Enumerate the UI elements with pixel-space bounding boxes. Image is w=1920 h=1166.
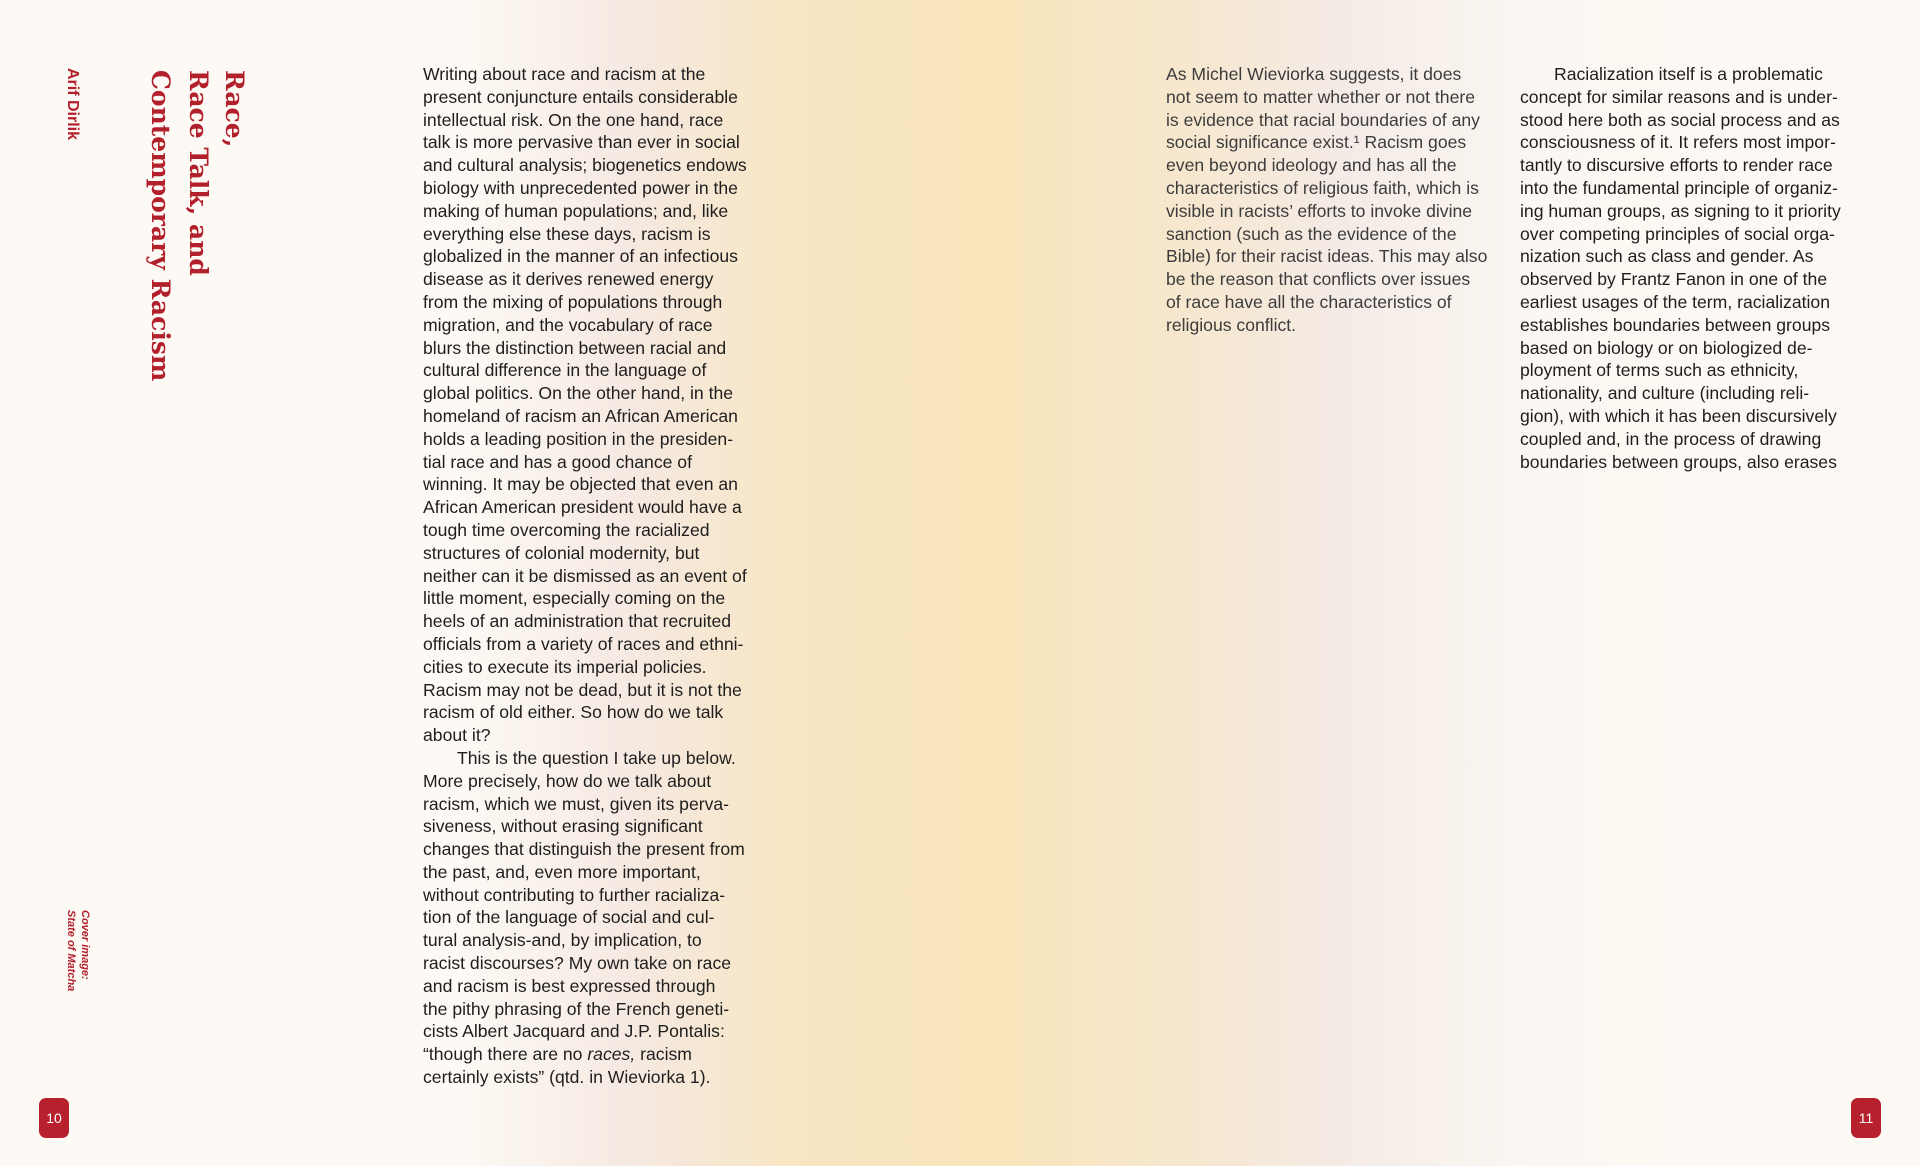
right-col-1-line: not seem to matter whether or not there <box>1166 86 1476 107</box>
paragraph-1-line: biology with unprecedented power in the <box>423 177 738 198</box>
paragraph-2-line: the pithy phrasing of the French geneti- <box>423 998 730 1019</box>
right-col-2-line: stood here both as social process and as <box>1520 109 1840 130</box>
paragraph-2-line: More precisely, how do we talk about <box>423 770 712 791</box>
paragraph-2-line: changes that distinguish the present from <box>423 839 745 860</box>
paragraph-1-line: African American president would have a <box>423 497 742 518</box>
right-col-2-line: observed by Frantz Fanon in one of the <box>1520 269 1828 290</box>
author-name: Arif Dirlik <box>64 68 81 141</box>
paragraph-2-line: the past, and, even more important, <box>423 861 701 882</box>
right-col-2-line: establishes boundaries between groups <box>1520 314 1831 335</box>
paragraph-2-line: cists Albert Jacquard and J.P. Pontalis: <box>423 1021 725 1042</box>
right-col-1-line: be the reason that conflicts over issues <box>1166 269 1471 290</box>
right-column-2-paragraph <box>1520 63 1880 473</box>
title-block <box>0 0 260 1166</box>
right-col-2-line: ployment of terms such as ethnicity, <box>1520 360 1799 381</box>
paragraph-2-line: racism, which we must, given its perva- <box>423 793 730 814</box>
right-col-1-line: religious conflict. <box>1166 314 1297 335</box>
paragraph-1-line: tough time overcoming the racialized <box>423 519 710 540</box>
cover-credit-title: State of Matcha <box>65 910 77 992</box>
paragraph-1-line: neither can it be dismissed as an event of <box>423 565 747 586</box>
paragraph-1-line: intellectual risk. On the one hand, race <box>423 109 724 130</box>
right-column-2 <box>1520 63 1880 473</box>
page-number-left: 10 <box>39 1098 69 1138</box>
paragraph-1-line: structures of colonial modernity, but <box>423 542 700 563</box>
title-line-3: Contemporary Racism <box>146 70 175 382</box>
paragraph-1-line: and cultural analysis; biogenetics endows <box>423 155 747 176</box>
right-col-1-line: is evidence that racial boundaries of any <box>1166 109 1480 130</box>
right-col-1-line: sanction (such as the evidence of the <box>1166 223 1457 244</box>
right-col-1-line: As Michel Wieviorka suggests, it does <box>1166 64 1462 84</box>
right-col-1-line: even beyond ideology and has all the <box>1166 155 1457 176</box>
paragraph-1-line: making of human populations; and, like <box>423 200 729 221</box>
right-col-2-line: consciousness of it. It refers most impor- <box>1520 132 1836 153</box>
paragraph-1-line: tial race and has a good chance of <box>423 451 692 472</box>
paragraph-2-line: tural analysis-and, by implication, to <box>423 930 702 951</box>
paragraph-1-line: about it? <box>423 725 491 746</box>
right-col-2-line: nationality, and culture (including reli- <box>1520 383 1810 404</box>
paragraph-1-line: little moment, especially coming on the <box>423 588 726 609</box>
quote-line <box>423 1043 783 1066</box>
paragraph-1-line: globalized in the manner of an infectious <box>423 246 738 267</box>
title-line-2: Race Talk, and <box>184 70 213 276</box>
right-col-2-line: Racialization itself is a problematic <box>1554 64 1823 84</box>
right-col-2-line: coupled and, in the process of drawing <box>1520 428 1822 449</box>
paragraph-2-line: racist discourses? My own take on race <box>423 953 732 974</box>
paragraph-1-line: from the mixing of populations through <box>423 291 723 312</box>
paragraph-2-line: siveness, without erasing significant <box>423 816 703 837</box>
cover-credit <box>64 910 92 991</box>
paragraph-1-line: blurs the distinction between racial and <box>423 337 727 358</box>
paragraph-2-line: This is the question I take up below. <box>457 747 736 768</box>
paragraph-2-line: tion of the language of social and cul- <box>423 907 715 928</box>
paragraph-2 <box>423 747 783 1043</box>
right-col-2-line: over competing principles of social orga- <box>1520 223 1835 244</box>
paragraph-1-line: homeland of racism an African American <box>423 405 738 426</box>
paragraph-1-line: Writing about race and racism at the <box>423 64 706 84</box>
right-col-1-line: of race have all the characteristics of <box>1166 291 1452 312</box>
right-col-2-line: boundaries between groups, also erases <box>1520 451 1837 472</box>
right-col-1-line: social significance exist.¹ Racism goes <box>1166 132 1467 153</box>
right-col-2-line: tantly to discursive efforts to render race <box>1520 155 1833 176</box>
paragraph-1-line: officials from a variety of races and ethni- <box>423 633 744 654</box>
paragraph-1-line: winning. It may be objected that even an <box>423 474 738 495</box>
paragraph-1-line: migration, and the vocabulary of race <box>423 314 713 335</box>
paragraph-2-line: and racism is best expressed through <box>423 975 716 996</box>
paragraph-1-line: holds a leading position in the presiden- <box>423 428 734 449</box>
page-number-right: 11 <box>1851 1098 1881 1138</box>
paragraph-1-line: cities to execute its imperial policies. <box>423 656 707 677</box>
title-line-1: Race, <box>220 70 249 148</box>
right-col-2-line: based on biology or on biologized de- <box>1520 337 1813 358</box>
cover-credit-label: Cover image: <box>79 910 91 980</box>
right-col-2-line: earliest usages of the term, racialization <box>1520 291 1830 312</box>
quote-italic: races, <box>587 1044 636 1065</box>
paragraph-1-line: cultural difference in the language of <box>423 360 707 381</box>
quote-prefix: “though there are no <box>423 1044 588 1065</box>
right-col-2-line: into the fundamental principle of organiz- <box>1520 177 1838 198</box>
right-column-1-paragraph <box>1166 63 1516 337</box>
paragraph-1-line: disease as it derives renewed energy <box>423 269 714 290</box>
paragraph-2-line: without contributing to further racializa- <box>423 884 726 905</box>
right-col-2-line: ing human groups, as signing to it priority <box>1520 200 1841 221</box>
paragraph-1 <box>423 63 783 747</box>
right-col-2-line: concept for similar reasons and is under- <box>1520 86 1838 107</box>
right-col-1-line: characteristics of religious faith, which is <box>1166 177 1479 198</box>
paragraph-1-line: racism of old either. So how do we talk <box>423 702 724 723</box>
right-column-1 <box>1166 63 1516 337</box>
final-line: certainly exists” (qtd. in Wieviorka 1). <box>423 1067 711 1088</box>
paragraph-1-line: talk is more pervasive than ever in social <box>423 132 740 153</box>
paragraph-1-line: Racism may not be dead, but it is not the <box>423 679 742 700</box>
left-text-column <box>423 63 783 1089</box>
paragraph-1-line: heels of an administration that recruited <box>423 611 732 632</box>
paragraph-1-line: everything else these days, racism is <box>423 223 711 244</box>
right-col-2-line: nization such as class and gender. As <box>1520 246 1814 267</box>
right-col-1-line: visible in racists’ efforts to invoke divine <box>1166 200 1473 221</box>
paragraph-1-line: global politics. On the other hand, in the <box>423 383 734 404</box>
paragraph-1-line: present conjuncture entails considerable <box>423 86 738 107</box>
right-col-1-line: Bible) for their racist ideas. This may also <box>1166 246 1488 267</box>
right-col-2-line: gion), with which it has been discursively <box>1520 405 1837 426</box>
quote-suffix: racism <box>635 1044 692 1065</box>
